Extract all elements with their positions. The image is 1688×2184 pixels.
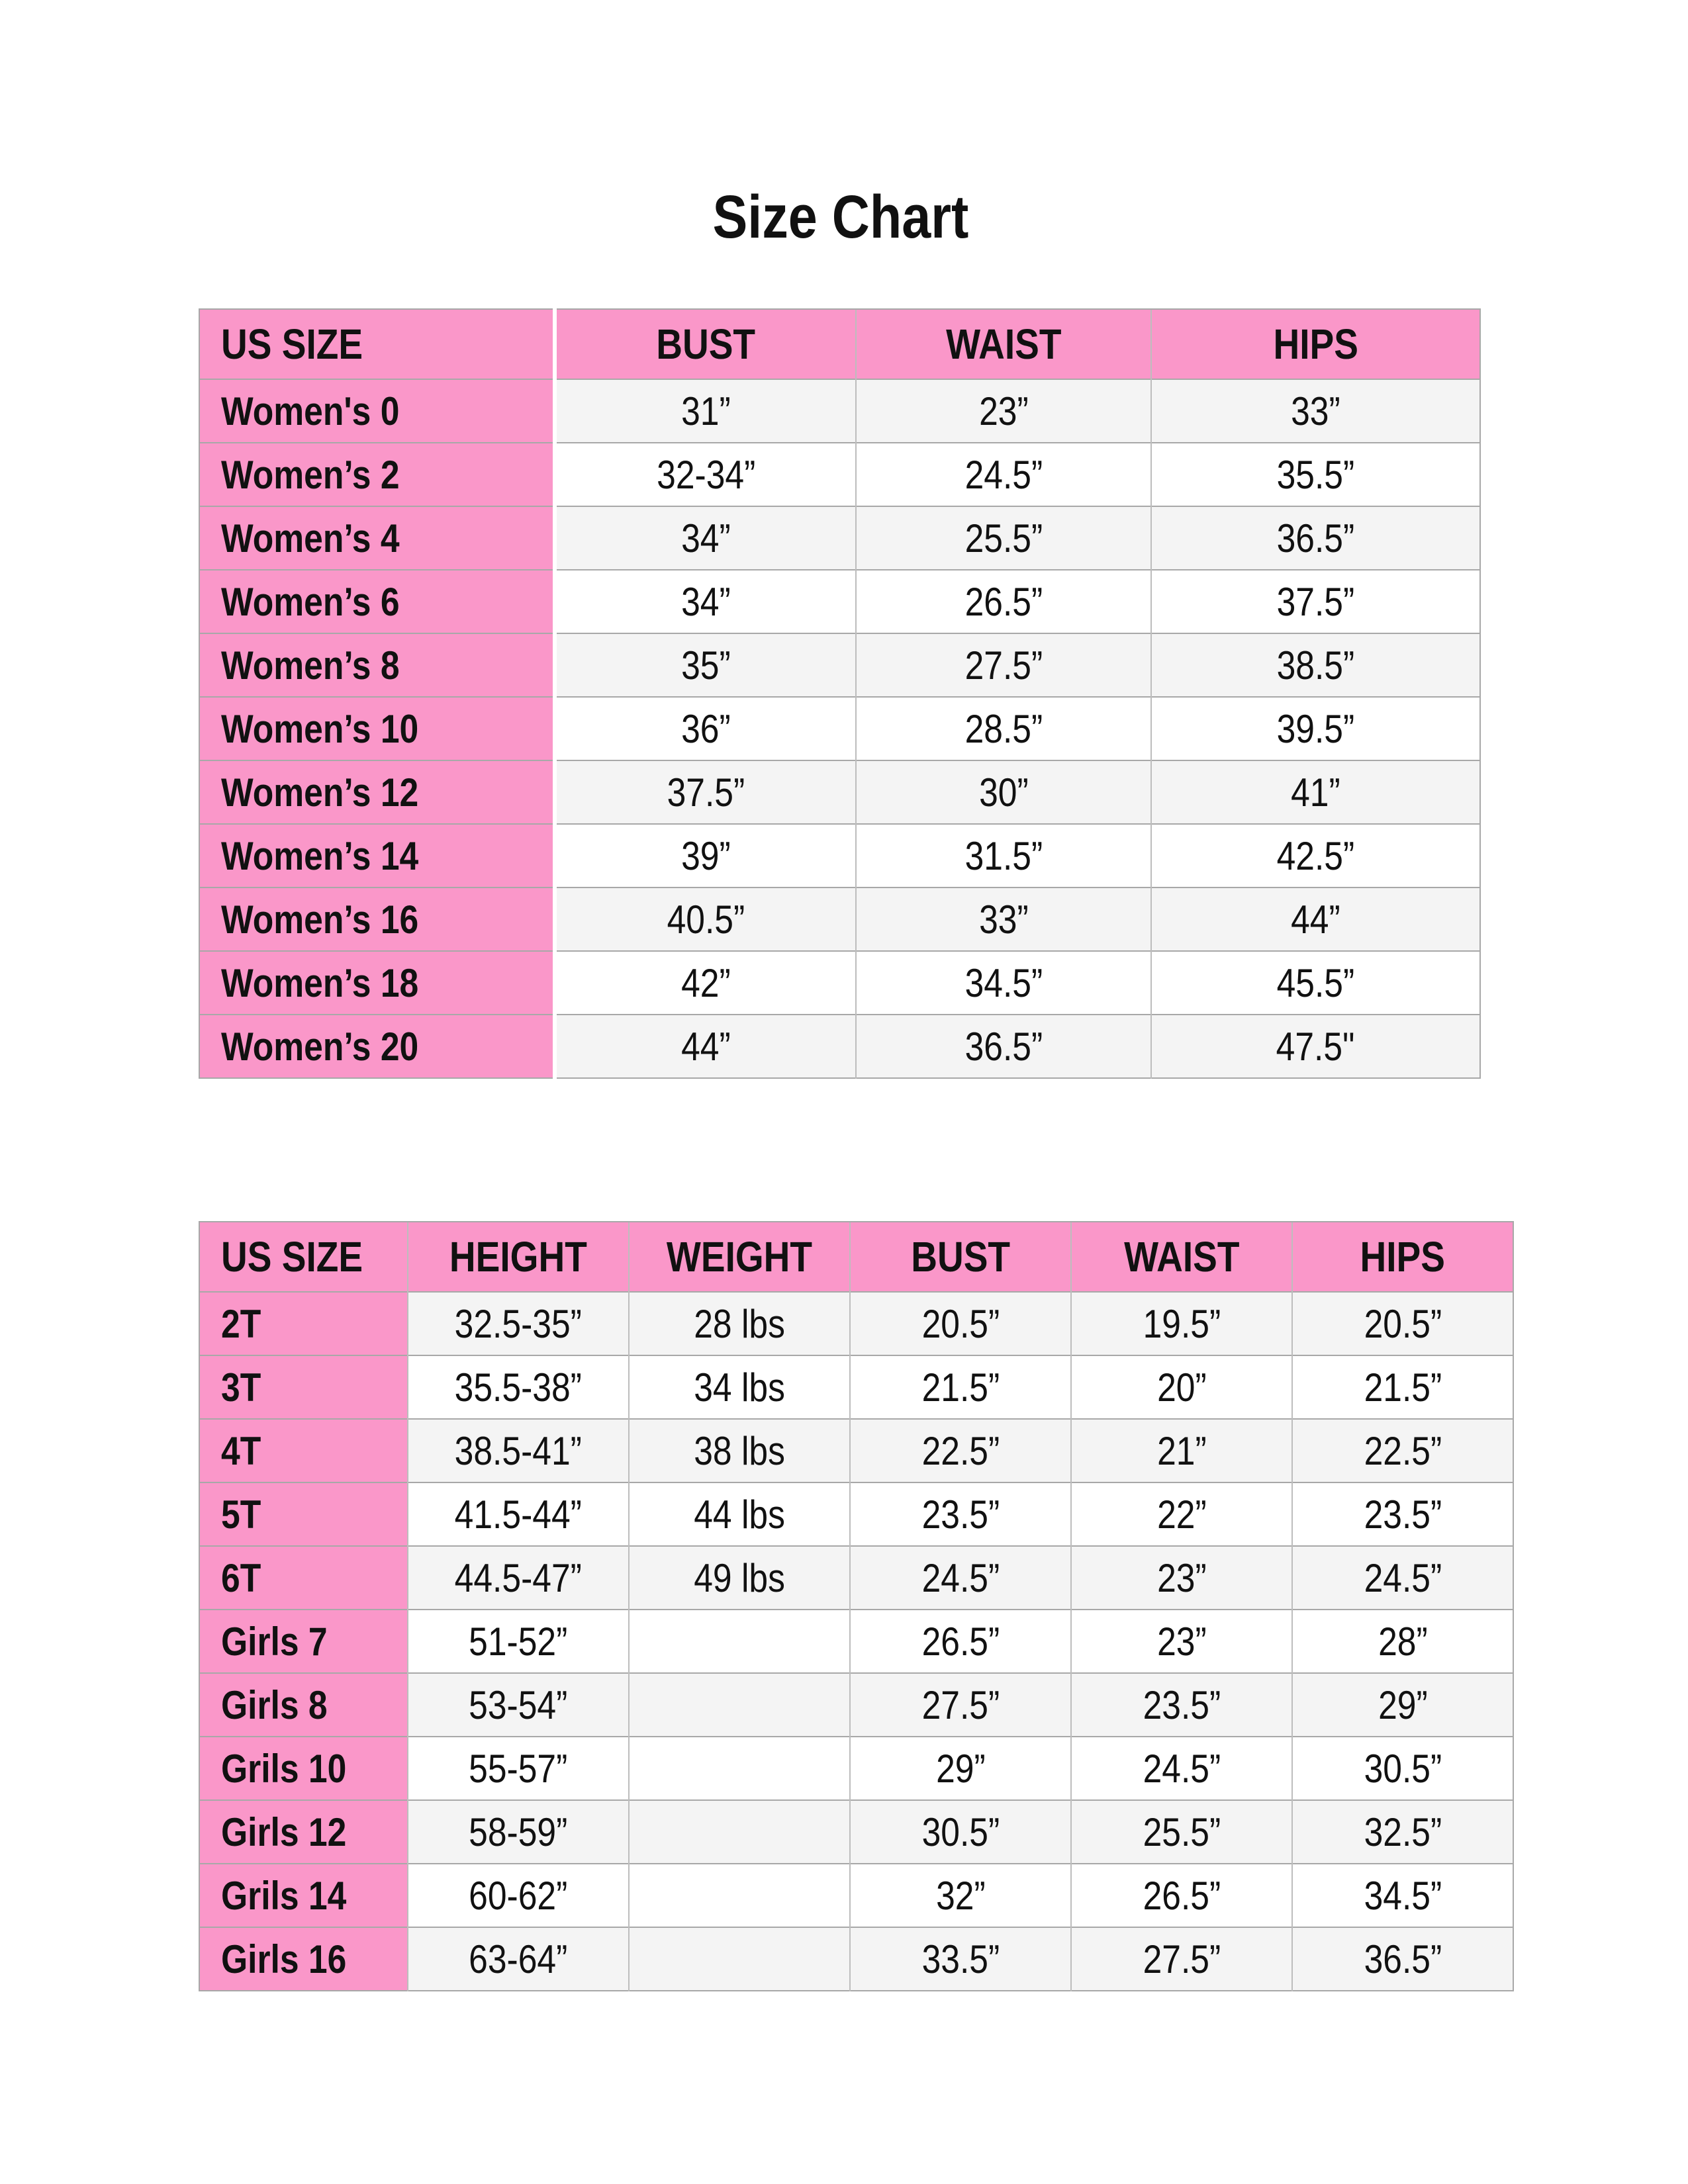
size-value-cell: 20.5” — [1292, 1292, 1513, 1355]
size-value-cell: 34” — [555, 570, 856, 633]
size-value-cell: 24.5” — [850, 1546, 1071, 1610]
size-value-cell: 32-34” — [555, 443, 856, 506]
size-value-cell — [629, 1610, 850, 1673]
kids-table-header-row — [199, 1222, 1513, 1292]
size-value-cell: 23” — [856, 379, 1151, 443]
size-value-cell: 23” — [1071, 1610, 1292, 1673]
us-size-column-header: US SIZE — [199, 309, 555, 379]
row-label: Women’s 10 — [199, 697, 555, 760]
size-value-cell: 63-64” — [408, 1927, 629, 1991]
size-value-cell: 23.5” — [850, 1482, 1071, 1546]
size-value-cell: 38 lbs — [629, 1419, 850, 1482]
row-label: Women’s 8 — [199, 633, 555, 697]
size-value-cell: 22” — [1071, 1482, 1292, 1546]
size-value-cell: 60-62” — [408, 1864, 629, 1927]
size-value-cell: 31” — [555, 379, 856, 443]
size-value-cell: 19.5” — [1071, 1292, 1292, 1355]
size-value-cell: 44 lbs — [629, 1482, 850, 1546]
size-value-cell: 28.5” — [856, 697, 1151, 760]
size-value-cell: 34.5” — [1292, 1864, 1513, 1927]
row-label: Women’s 4 — [199, 506, 555, 570]
size-value-cell: 41.5-44” — [408, 1482, 629, 1546]
size-value-cell — [629, 1800, 850, 1864]
table-row — [199, 1610, 1513, 1673]
column-header: BUST — [850, 1222, 1071, 1292]
size-value-cell: 22.5” — [1292, 1419, 1513, 1482]
size-value-cell: 49 lbs — [629, 1546, 850, 1610]
size-value-cell: 33” — [1151, 379, 1480, 443]
size-value-cell: 37.5” — [1151, 570, 1480, 633]
size-value-cell: 36.5” — [1292, 1927, 1513, 1991]
size-value-cell: 28 lbs — [629, 1292, 850, 1355]
size-value-cell: 31.5” — [856, 824, 1151, 887]
row-label: Grils 14 — [199, 1864, 408, 1927]
table-row — [199, 1546, 1513, 1610]
page-title — [199, 183, 1483, 251]
size-value-cell: 45.5” — [1151, 951, 1480, 1015]
size-value-cell: 21” — [1071, 1419, 1292, 1482]
size-value-cell: 24.5” — [1071, 1737, 1292, 1800]
size-value-cell: 34” — [555, 506, 856, 570]
size-value-cell: 23” — [1071, 1546, 1292, 1610]
size-value-cell: 23.5” — [1071, 1673, 1292, 1737]
row-label: Grils 10 — [199, 1737, 408, 1800]
row-label: 2T — [199, 1292, 408, 1355]
table-row — [199, 1800, 1513, 1864]
column-header: WAIST — [1071, 1222, 1292, 1292]
row-label: Women's 0 — [199, 379, 555, 443]
table-row — [199, 1673, 1513, 1737]
size-value-cell: 51-52” — [408, 1610, 629, 1673]
column-header: BUST — [555, 309, 856, 379]
size-value-cell: 53-54” — [408, 1673, 629, 1737]
size-value-cell: 38.5” — [1151, 633, 1480, 697]
size-value-cell: 39” — [555, 824, 856, 887]
size-value-cell: 26.5” — [856, 570, 1151, 633]
size-value-cell: 26.5” — [1071, 1864, 1292, 1927]
size-value-cell: 36” — [555, 697, 856, 760]
table-row — [199, 1482, 1513, 1546]
size-value-cell: 44” — [555, 1015, 856, 1078]
table-row — [199, 887, 1480, 951]
row-label: Women’s 12 — [199, 760, 555, 824]
table-row — [199, 443, 1480, 506]
table-row — [199, 760, 1480, 824]
size-value-cell — [629, 1673, 850, 1737]
size-value-cell: 25.5” — [1071, 1800, 1292, 1864]
size-value-cell: 24.5” — [1292, 1546, 1513, 1610]
womens-size-table — [199, 308, 1481, 1079]
size-value-cell: 21.5” — [850, 1355, 1071, 1419]
us-size-column-header: US SIZE — [199, 1222, 408, 1292]
row-label: 3T — [199, 1355, 408, 1419]
table-row — [199, 1864, 1513, 1927]
size-value-cell: 44” — [1151, 887, 1480, 951]
row-label: Women’s 16 — [199, 887, 555, 951]
size-value-cell: 35.5-38” — [408, 1355, 629, 1419]
size-value-cell: 32.5” — [1292, 1800, 1513, 1864]
table-row — [199, 1737, 1513, 1800]
size-value-cell: 42” — [555, 951, 856, 1015]
size-value-cell: 35” — [555, 633, 856, 697]
column-header: HEIGHT — [408, 1222, 629, 1292]
table-row — [199, 1015, 1480, 1078]
size-value-cell: 32.5-35” — [408, 1292, 629, 1355]
size-value-cell: 34 lbs — [629, 1355, 850, 1419]
column-header: HIPS — [1151, 309, 1480, 379]
row-label: 4T — [199, 1419, 408, 1482]
size-value-cell: 20” — [1071, 1355, 1292, 1419]
size-value-cell: 34.5” — [856, 951, 1151, 1015]
size-value-cell: 47.5" — [1151, 1015, 1480, 1078]
size-value-cell: 38.5-41” — [408, 1419, 629, 1482]
size-value-cell: 41” — [1151, 760, 1480, 824]
row-label: 6T — [199, 1546, 408, 1610]
size-value-cell: 55-57” — [408, 1737, 629, 1800]
size-value-cell: 40.5” — [555, 887, 856, 951]
size-value-cell: 29” — [1292, 1673, 1513, 1737]
size-value-cell: 24.5” — [856, 443, 1151, 506]
size-value-cell: 25.5” — [856, 506, 1151, 570]
column-header: HIPS — [1292, 1222, 1513, 1292]
table-row — [199, 697, 1480, 760]
row-label: Women’s 2 — [199, 443, 555, 506]
row-label: Women’s 18 — [199, 951, 555, 1015]
size-value-cell: 29” — [850, 1737, 1071, 1800]
row-label: Girls 8 — [199, 1673, 408, 1737]
row-label: Women’s 6 — [199, 570, 555, 633]
size-value-cell: 30” — [856, 760, 1151, 824]
size-value-cell: 20.5” — [850, 1292, 1071, 1355]
size-value-cell — [629, 1864, 850, 1927]
page-title-text: Size Chart — [712, 183, 969, 251]
size-value-cell: 33” — [856, 887, 1151, 951]
table-row — [199, 824, 1480, 887]
row-label: Girls 7 — [199, 1610, 408, 1673]
table-row — [199, 570, 1480, 633]
size-value-cell: 44.5-47” — [408, 1546, 629, 1610]
table-row — [199, 1419, 1513, 1482]
size-value-cell: 27.5” — [856, 633, 1151, 697]
kids-size-table — [199, 1221, 1514, 1991]
size-value-cell: 36.5” — [856, 1015, 1151, 1078]
table-row — [199, 1355, 1513, 1419]
row-label: Girls 16 — [199, 1927, 408, 1991]
size-value-cell: 30.5” — [1292, 1737, 1513, 1800]
size-value-cell: 26.5” — [850, 1610, 1071, 1673]
row-label: Women’s 20 — [199, 1015, 555, 1078]
table-row — [199, 1927, 1513, 1991]
size-value-cell: 32” — [850, 1864, 1071, 1927]
table-row — [199, 951, 1480, 1015]
size-value-cell: 39.5” — [1151, 697, 1480, 760]
size-value-cell: 22.5” — [850, 1419, 1071, 1482]
size-value-cell: 30.5” — [850, 1800, 1071, 1864]
size-value-cell — [629, 1737, 850, 1800]
table-row — [199, 633, 1480, 697]
size-value-cell: 21.5” — [1292, 1355, 1513, 1419]
size-value-cell: 28” — [1292, 1610, 1513, 1673]
size-value-cell: 33.5” — [850, 1927, 1071, 1991]
table-row — [199, 379, 1480, 443]
row-label: Girls 12 — [199, 1800, 408, 1864]
size-value-cell: 35.5” — [1151, 443, 1480, 506]
womens-table-header-row — [199, 309, 1480, 379]
row-label: 5T — [199, 1482, 408, 1546]
size-value-cell: 58-59” — [408, 1800, 629, 1864]
size-value-cell: 37.5” — [555, 760, 856, 824]
row-label: Women’s 14 — [199, 824, 555, 887]
size-value-cell: 36.5” — [1151, 506, 1480, 570]
column-header: WAIST — [856, 309, 1151, 379]
size-value-cell: 27.5” — [850, 1673, 1071, 1737]
size-value-cell: 27.5” — [1071, 1927, 1292, 1991]
size-value-cell: 23.5” — [1292, 1482, 1513, 1546]
table-row — [199, 506, 1480, 570]
table-row — [199, 1292, 1513, 1355]
size-value-cell — [629, 1927, 850, 1991]
column-header: WEIGHT — [629, 1222, 850, 1292]
size-value-cell: 42.5” — [1151, 824, 1480, 887]
